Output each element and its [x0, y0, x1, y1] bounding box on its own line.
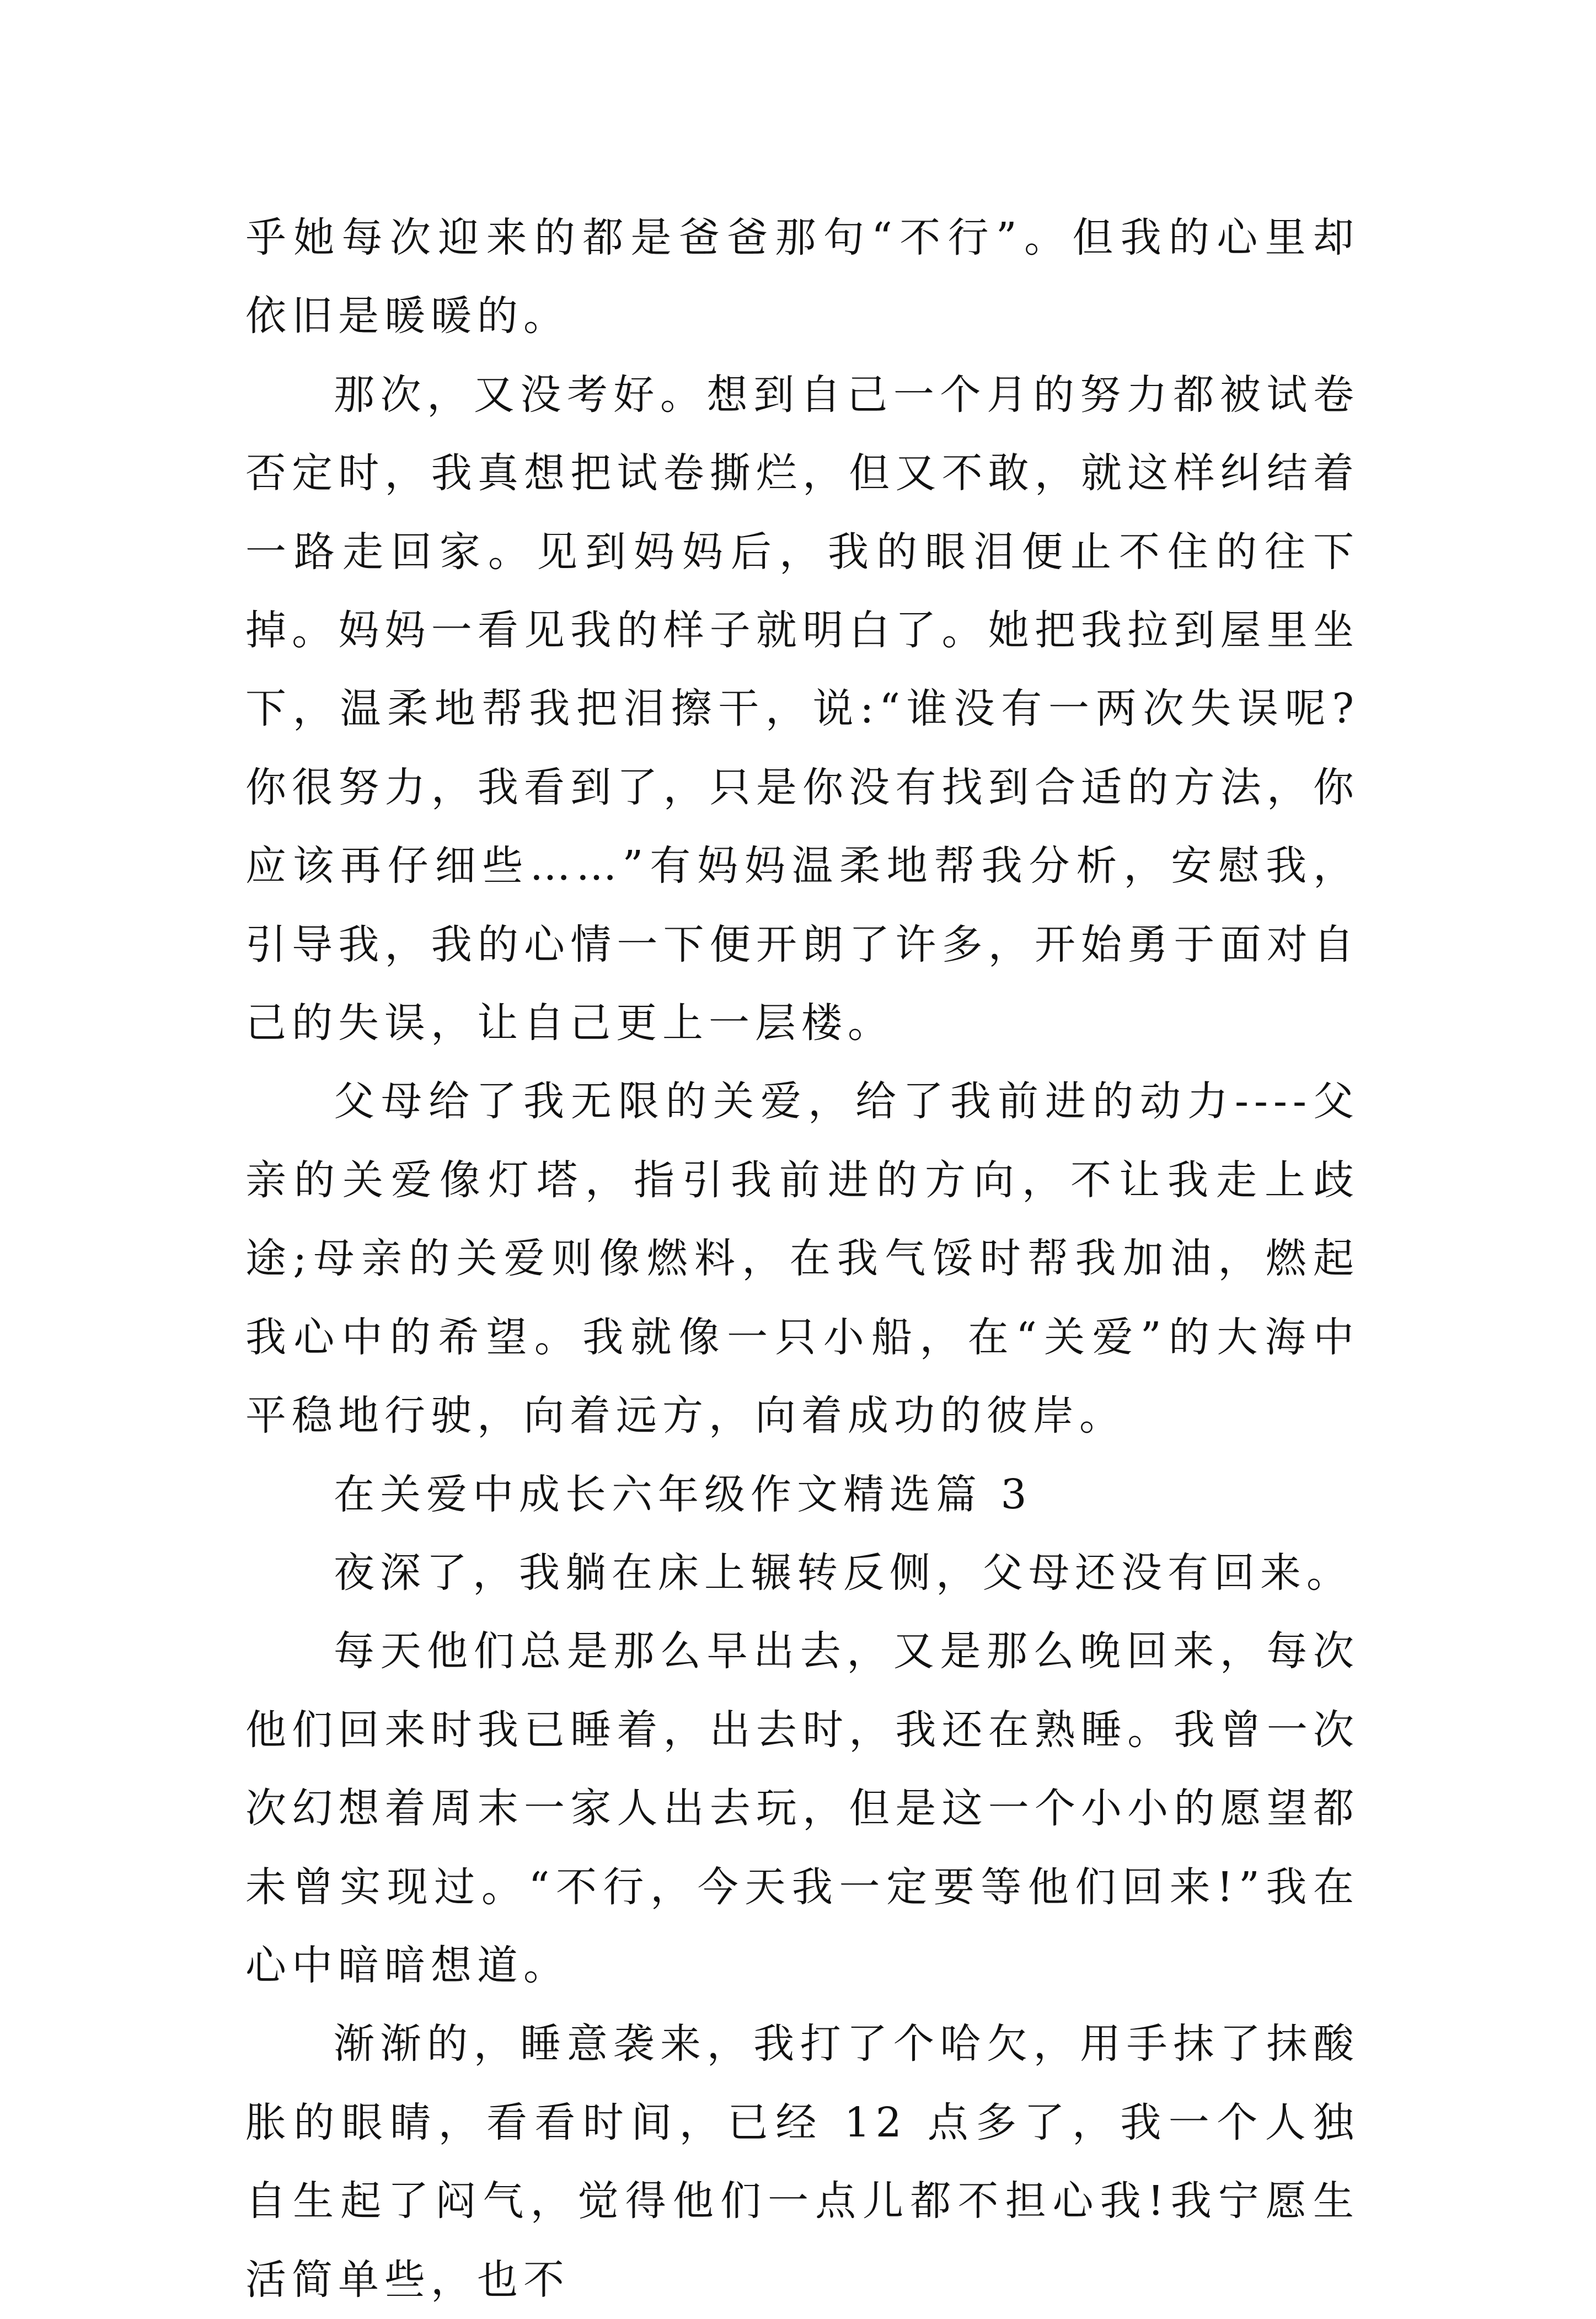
document-body	[245, 199, 1359, 2319]
paragraph-5: 每天他们总是那么早出去，又是那么晚回来，每次他们回来时我已睡着，出去时，我还在熟睡。我曾一次次幻想着周末一家人出去玩，但是这一个小小的愿望都未曾实现过。“不行，今天我一定要等他们回来!”我在心中暗暗想道。	[245, 1627, 1359, 1989]
paragraph-2: 那次，又没考好。想到自己一个月的努力都被试卷否定时，我真想把试卷撕烂，但又不敢，就这样纠结着一路走回家。见到妈妈后，我的眼泪便止不住的往下掉。妈妈一看见我的样子就明白了。她把我拉到屋里坐下，温柔地帮我把泪擦干，说:“谁没有一两次失误呢?你很努力，我看到了，只是你没有找到合适的方法，你应该再仔细些……”有妈妈温柔地帮我分析，安慰我，引导我，我的心情一下便开朗了许多，开始勇于面对自己的失误，让自己更上一层楼。	[245, 371, 1359, 1047]
paragraph-3: 父母给了我无限的关爱，给了我前进的动力----父亲的关爱像灯塔，指引我前进的方向，不让我走上歧途;母亲的关爱则像燃料，在我气馁时帮我加油，燃起我心中的希望。我就像一只小船，在“关爱”的大海中平稳地行驶，向着远方，向着成功的彼岸。	[245, 1078, 1359, 1440]
section-heading: 在关爱中成长六年级作文精选篇 3	[334, 1470, 1032, 1518]
paragraph-6: 渐渐的，睡意袭来，我打了个哈欠，用手抹了抹酸胀的眼睛，看看时间，已经 12 点多了，我一个人独自生起了闷气，觉得他们一点儿都不担心我!我宁愿生活简单些，也不	[245, 2020, 1359, 2304]
paragraph-1: 乎她每次迎来的都是爸爸那句“不行”。但我的心里却依旧是暖暖的。	[245, 214, 1359, 340]
paragraph-4: 夜深了，我躺在床上辗转反侧，父母还没有回来。	[334, 1549, 1353, 1597]
